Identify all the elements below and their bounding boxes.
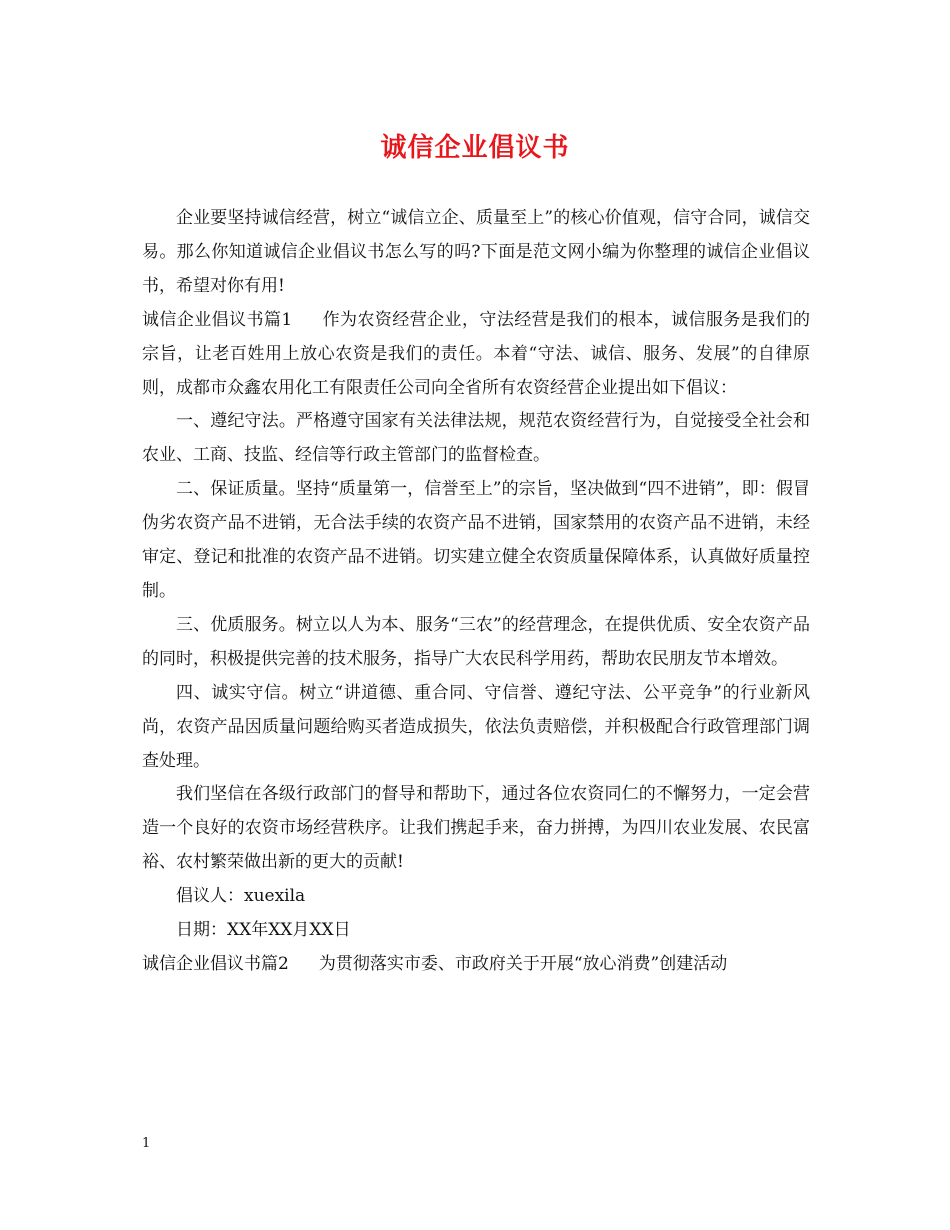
item-paragraph-3: 三、优质服务。树立以人为本、服务“三农”的经营理念，在提供优质、安全农资产品的同时，积极提供完善的技术服务，指导广大农民科学用药，帮助农民朋友节本增效。 bbox=[142, 614, 810, 669]
signer-line: 倡议人：xuexila bbox=[176, 886, 306, 907]
intro-paragraph: 企业要坚持诚信经营，树立“诚信立企、质量至上”的核心价值观，信守合同，诚信交易。那么你知道诚信企业倡议书怎么写的吗?下面是范文网小编为你整理的诚信企业倡议书，希望对你有用! bbox=[142, 208, 810, 296]
page-number: 1 bbox=[142, 1136, 151, 1151]
document-title: 诚信企业倡议书 bbox=[380, 133, 570, 163]
item-paragraph-1: 一、遵纪守法。严格遵守国家有关法律法规，规范农资经营行为，自觉接受全社会和农业、工商、技监、经信等行政主管部门的监督检查。 bbox=[142, 411, 810, 466]
item-paragraph-2: 二、保证质量。坚持“质量第一，信誉至上”的宗旨，坚决做到“四不进销”，即：假冒伪劣农资产品不进销，无合法手续的农资产品不进销，国家禁用的农资产品不进销，未经审定、登记和批准的农资产品不进销。切实建立健全农资质量保障体系，认真做好质量控制。 bbox=[142, 479, 810, 601]
section-2-paragraph bbox=[142, 948, 810, 982]
section-1-paragraph bbox=[142, 304, 810, 406]
section-2-heading: 诚信企业倡议书篇2 bbox=[142, 953, 289, 974]
date-line: 日期：XX年XX月XX日 bbox=[176, 920, 351, 941]
section-1-lead: 作为农资经营企业，守法经营是我们的根本，诚信服务是我们的宗旨，让老百姓用上放心农资是我们的责任。本着“守法、诚信、服务、发展”的自律原则，成都市众鑫农用化工有限责任公司向全省所有农资经营企业提出如下倡议： bbox=[142, 309, 810, 398]
item-paragraph-4: 四、诚实守信。树立“讲道德、重合同、守信誉、遵纪守法、公平竞争”的行业新风尚，农资产品因质量问题给购买者造成损失，依法负责赔偿，并积极配合行政管理部门调查处理。 bbox=[142, 682, 810, 771]
section-1-heading: 诚信企业倡议书篇1 bbox=[142, 309, 293, 330]
document-body bbox=[142, 202, 810, 982]
section-2-lead: 为贯彻落实市委、市政府关于开展“放心消费”创建活动 bbox=[318, 953, 728, 974]
closing-paragraph: 我们坚信在各级行政部门的督导和帮助下，通过各位农资同仁的不懈努力，一定会营造一个良好的农资市场经营秩序。让我们携起手来，奋力拼搏，为四川农业发展、农民富裕、农村繁荣做出新的更大的贡献! bbox=[142, 784, 810, 873]
